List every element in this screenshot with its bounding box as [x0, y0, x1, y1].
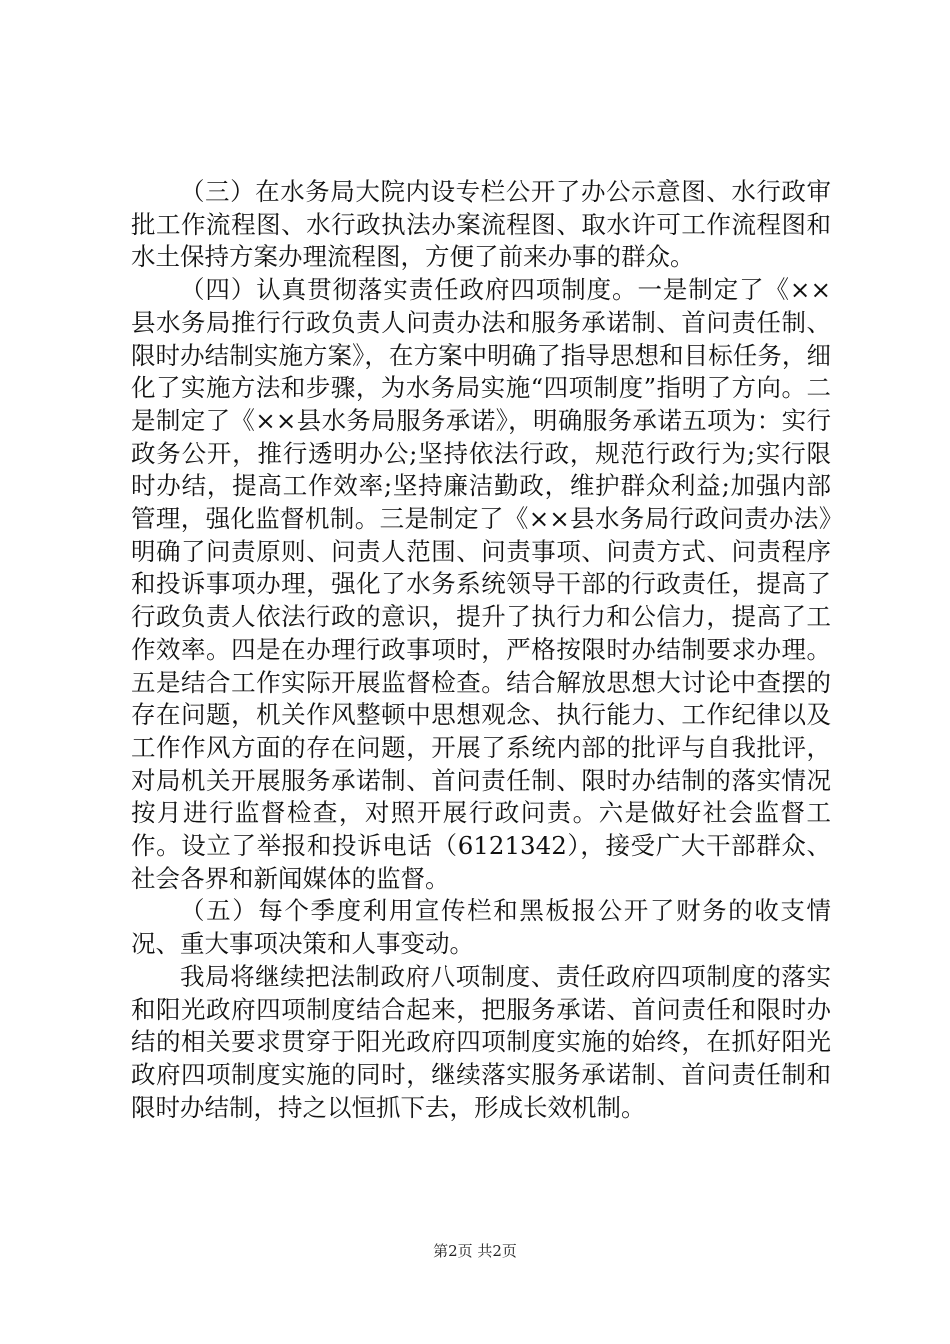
paragraph-section-3: （三）在水务局大院内设专栏公开了办公示意图、水行政审批工作流程图、水行政执法办案流程图、取水许可工作流程图和水土保持方案办理流程图，方便了前来办事的群众。 [131, 177, 831, 272]
paragraph-conclusion: 我局将继续把法制政府八项制度、责任政府四项制度的落实和阳光政府四项制度结合起来，把服务承诺、首问责任和限时办结的相关要求贯穿于阳光政府四项制度实施的始终，在抓好阳光政府四项制度实施的同时，继续落实服务承诺制、首问责任制和限时办结制，持之以恒抓下去，形成长效机制。 [131, 961, 831, 1122]
paragraph-section-4: （四）认真贯彻落实责任政府四项制度。一是制定了《××县水务局推行行政负责人问责办法和服务承诺制、首问责任制、限时办结制实施方案》，在方案中明确了指导思想和目标任务，细化了实施方法和步骤，为水务局实施“四项制度”指明了方向。二是制定了《××县水务局服务承诺》，明确服务承诺五项为：实行政务公开，推行透明办公;坚持依法行政，规范行政行为;实行限时办结，提高工作效率;坚持廉洁勤政，维护群众利益;加强内部管理，强化监督机制。三是制定了《××县水务局行政问责办法》明确了问责原则、问责人范围、问责事项、问责方式、问责程序和投诉事项办理，强化了水务系统领导干部的行政责任，提高了行政负责人依法行政的意识，提升了执行力和公信力，提高了工作效率。四是在办理行政事项时，严格按限时办结制要求办理。五是结合工作实际开展监督检查。结合解放思想大讨论中查摆的存在问题，机关作风整顿中思想观念、执行能力、工作纪律以及工作作风方面的存在问题，开展了系统内部的批评与自我批评，对局机关开展服务承诺制、首问责任制、限时办结制的落实情况按月进行监督检查，对照开展行政问责。六是做好社会监督工作。设立了举报和投诉电话（6121342），接受广大干部群众、社会各界和新闻媒体的监督。 [131, 275, 831, 893]
paragraph-section-5: （五）每个季度利用宣传栏和黑板报公开了财务的收支情况、重大事项决策和人事变动。 [131, 896, 831, 959]
document-body [131, 176, 831, 1124]
page-number-footer: 第2页 共2页 [433, 1242, 517, 1260]
